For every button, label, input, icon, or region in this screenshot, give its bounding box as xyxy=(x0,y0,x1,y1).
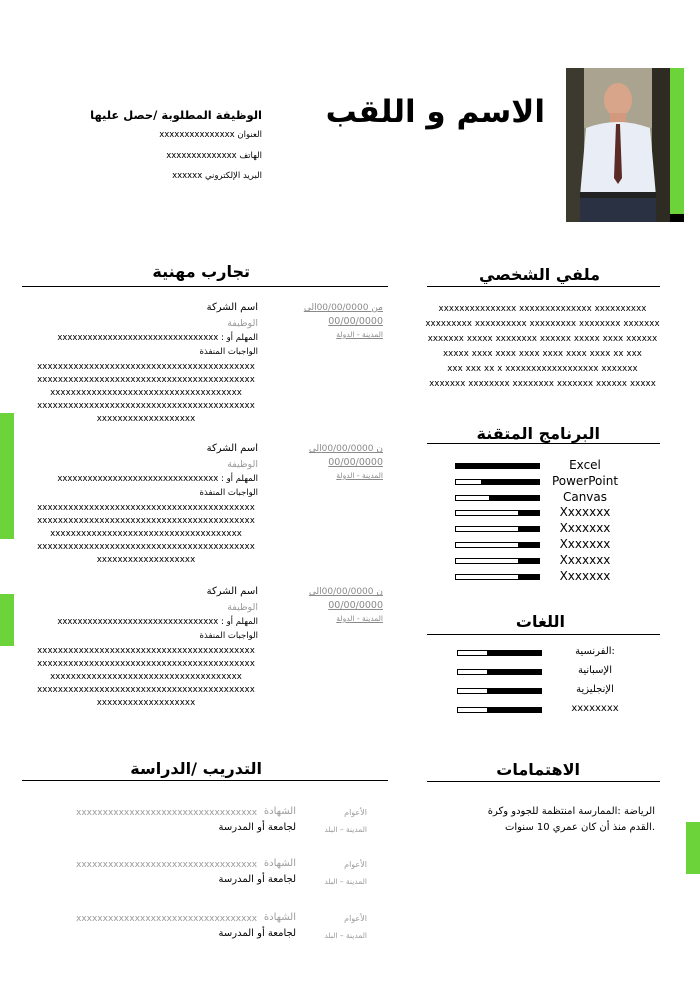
experience-duty-line: xxxxxxxxxxxxxxxxxxxxxxxxxxxxxxxxxxxxxxxxxx xyxy=(37,659,255,669)
experience-duty-line: xxxxxxxxxxxxxxxxxxx xyxy=(96,555,196,565)
language-name: :الفرنسية xyxy=(575,646,615,657)
software-rule xyxy=(427,443,660,444)
education-details: xxxxxxxxxxxxxxxxxxxxxxxxxxxxxxxxxx xyxy=(76,808,258,818)
interests-rule xyxy=(427,781,660,782)
experience-tasks: المهلم أو : xxxxxxxxxxxxxxxxxxxxxxxxxxxxxxxx xyxy=(57,474,258,484)
person-photo-illustration xyxy=(566,68,670,222)
software-level-bar xyxy=(455,479,540,485)
software-level-bar xyxy=(455,542,540,548)
experience-tasks: المهلم أو : xxxxxxxxxxxxxxxxxxxxxxxxxxxxxxxx xyxy=(57,333,258,343)
experience-company: اسم الشركة xyxy=(206,443,258,454)
experience-date-range: ن 00/00/0000الى xyxy=(308,444,383,454)
software-level-bar xyxy=(455,526,540,532)
education-years: الأعوام xyxy=(344,808,367,817)
interests-line-2: .القدم منذ أن كان عمري 10 سنوات xyxy=(504,822,655,833)
experience-duty-line: xxxxxxxxxxxxxxxxxxxxxxxxxxxxxxxxxxxxxxxxxx xyxy=(37,503,255,513)
languages-title: اللغات xyxy=(515,612,565,631)
education-school: لجامعة أو المدرسة xyxy=(218,874,296,885)
education-degree: الشهادة xyxy=(263,858,296,869)
experience-location: المدينة - الدولة xyxy=(336,330,383,339)
experience-duty-line: xxxxxxxxxxxxxxxxxxxxxxxxxxxxxxxxxxxxx xyxy=(50,672,242,682)
education-details: xxxxxxxxxxxxxxxxxxxxxxxxxxxxxxxxxx xyxy=(76,914,258,924)
accent-bar-left-1 xyxy=(0,413,14,539)
experience-duty-line: xxxxxxxxxxxxxxxxxxxxxxxxxxxxxxxxxxxxxxxxxx xyxy=(37,362,255,372)
experience-duty-line: xxxxxxxxxxxxxxxxxxx xyxy=(96,414,196,424)
interests-line-1: الرياضة :الممارسة امنتظمة للجودو وكرة xyxy=(487,806,655,817)
software-level-fill xyxy=(518,559,539,563)
software-level-fill xyxy=(518,511,539,515)
experience-date-end: 00/00/0000 xyxy=(328,457,383,468)
education-school: لجامعة أو المدرسة xyxy=(218,928,296,939)
software-name: Xxxxxxx xyxy=(559,505,611,520)
language-level-bar xyxy=(457,707,542,713)
accent-bar-right xyxy=(686,822,700,874)
language-level-fill xyxy=(487,708,541,712)
experience-tasks: المهلم أو : xxxxxxxxxxxxxxxxxxxxxxxxxxxxxxxx xyxy=(57,617,258,627)
experience-duty-line: xxxxxxxxxxxxxxxxxxxxxxxxxxxxxxxxxxxxx xyxy=(50,388,242,398)
experience-duties-label: الواجبات المنفذة xyxy=(199,347,258,357)
software-level-fill xyxy=(456,464,539,468)
experience-location: المدينة - الدولة xyxy=(336,471,383,480)
experience-date-end: 00/00/0000 xyxy=(328,600,383,611)
interests-title: الاهتمامات xyxy=(496,760,580,779)
education-years: الأعوام xyxy=(344,860,367,869)
software-level-bar xyxy=(455,510,540,516)
experience-role: الوظيفة xyxy=(227,318,258,329)
contact-address: العنوان xxxxxxxxxxxxxxx xyxy=(159,130,262,140)
software-level-bar xyxy=(455,495,540,501)
experience-duty-line: xxxxxxxxxxxxxxxxxxxxxxxxxxxxxxxxxxxxxxxxxx xyxy=(37,375,255,385)
education-school: لجامعة أو المدرسة xyxy=(218,822,296,833)
profile-line: xxxxxxxxx xxxxxxxxxx xxxxxxxxx xxxxxxxx xxxxxxx xyxy=(425,319,660,329)
experience-date-end: 00/00/0000 xyxy=(328,316,383,327)
profile-line: xxx xxx xx x xxxxxxxxxxxxxxxxxx xxxxxxx xyxy=(447,364,638,374)
software-name: PowerPoint xyxy=(551,473,619,488)
software-title: البرنامج المتقنة xyxy=(476,424,600,443)
accent-bar-left-2 xyxy=(0,594,14,646)
experience-duty-line: xxxxxxxxxxxxxxxxxxxxxxxxxxxxxxxxxxxxxxxxxx xyxy=(37,646,255,656)
language-name: الإنجليزية xyxy=(576,684,614,695)
education-location: المدينة – البلد xyxy=(324,825,367,834)
software-name: Xxxxxxx xyxy=(559,521,611,536)
contact-email: البريد الإلكتروني xxxxxx xyxy=(172,171,262,181)
language-level-fill xyxy=(487,670,541,674)
education-location: المدينة – البلد xyxy=(324,877,367,886)
software-name: Excel xyxy=(569,458,601,472)
software-name: Xxxxxxx xyxy=(559,568,611,583)
software-name: Xxxxxxx xyxy=(559,552,611,567)
profile-line: xxxxxxx xxxxx xxxxxxxx xxxxxx xxxxx xxxx xxxxxx xyxy=(427,334,658,344)
experience-duties-label: الواجبات المنفذة xyxy=(199,631,258,641)
software-name: Xxxxxxx xyxy=(559,537,611,551)
experience-duties-label: الواجبات المنفذة xyxy=(199,488,258,498)
software-name: Canvas xyxy=(562,489,608,504)
language-name: الإسبانية xyxy=(577,665,613,676)
accent-bar-photo xyxy=(670,68,684,222)
profile-line: xxxxxxx xxxxxxxx xxxxxxxx xxxxxxx xxxxxx xxxxx xyxy=(429,379,656,389)
experience-date-range: ن 00/00/0000الى xyxy=(308,587,383,597)
profile-line: xxxxx xxxx xxxx xxxx xxxx xxxx xxxx xx xxx xyxy=(443,349,642,359)
experience-duty-line: xxxxxxxxxxxxxxxxxxx xyxy=(96,698,196,708)
language-level-bar xyxy=(457,669,542,675)
education-location: المدينة – البلد xyxy=(324,931,367,940)
education-title: التدريب /الدراسة xyxy=(130,759,262,778)
education-degree: الشهادة xyxy=(263,912,296,923)
experience-duty-line: xxxxxxxxxxxxxxxxxxxxxxxxxxxxxxxxxxxxxxxxxx xyxy=(37,685,255,695)
software-level-fill xyxy=(489,496,539,500)
language-name: xxxxxxxx xyxy=(571,703,619,714)
language-level-bar xyxy=(457,650,542,656)
experience-title: تجارب مهنية xyxy=(152,262,250,281)
software-level-fill xyxy=(518,543,539,547)
education-rule xyxy=(22,780,388,781)
experience-role: الوظيفة xyxy=(227,459,258,470)
software-level-bar xyxy=(455,558,540,564)
experience-company: اسم الشركة xyxy=(206,302,258,313)
experience-date-range: من 00/00/0000الى xyxy=(303,303,383,313)
language-level-bar xyxy=(457,688,542,694)
software-level-fill xyxy=(481,480,539,484)
software-level-bar xyxy=(455,574,540,580)
experience-company: اسم الشركة xyxy=(206,586,258,597)
experience-duty-line: xxxxxxxxxxxxxxxxxxxxxxxxxxxxxxxxxxxxx xyxy=(50,529,242,539)
experience-location: المدينة - الدولة xyxy=(336,614,383,623)
software-level-fill xyxy=(518,575,539,579)
education-degree: الشهادة xyxy=(263,806,296,817)
experience-role: الوظيفة xyxy=(227,602,258,613)
experience-duty-line: xxxxxxxxxxxxxxxxxxxxxxxxxxxxxxxxxxxxxxxxxx xyxy=(37,401,255,411)
job-title: الوظيفة المطلوبة /حصل عليها xyxy=(90,108,262,122)
profile-rule xyxy=(427,286,660,287)
profile-line: xxxxxxxxxxxxxxx xxxxxxxxxxxxxx xxxxxxxxxx xyxy=(438,304,647,314)
candidate-name: الاسم و اللقب xyxy=(325,94,545,130)
software-level-fill xyxy=(518,527,539,531)
language-level-fill xyxy=(487,689,541,693)
education-years: الأعوام xyxy=(344,914,367,923)
education-details: xxxxxxxxxxxxxxxxxxxxxxxxxxxxxxxxxx xyxy=(76,860,258,870)
experience-duty-line: xxxxxxxxxxxxxxxxxxxxxxxxxxxxxxxxxxxxxxxxxx xyxy=(37,516,255,526)
experience-duty-line: xxxxxxxxxxxxxxxxxxxxxxxxxxxxxxxxxxxxxxxxxx xyxy=(37,542,255,552)
contact-phone: الهاتف xxxxxxxxxxxxxx xyxy=(166,151,262,161)
languages-rule xyxy=(427,634,660,635)
language-level-fill xyxy=(487,651,541,655)
software-level-bar xyxy=(455,463,540,469)
profile-title: ملفي الشخصي xyxy=(479,265,600,284)
experience-rule xyxy=(22,286,388,287)
profile-photo xyxy=(566,68,670,222)
